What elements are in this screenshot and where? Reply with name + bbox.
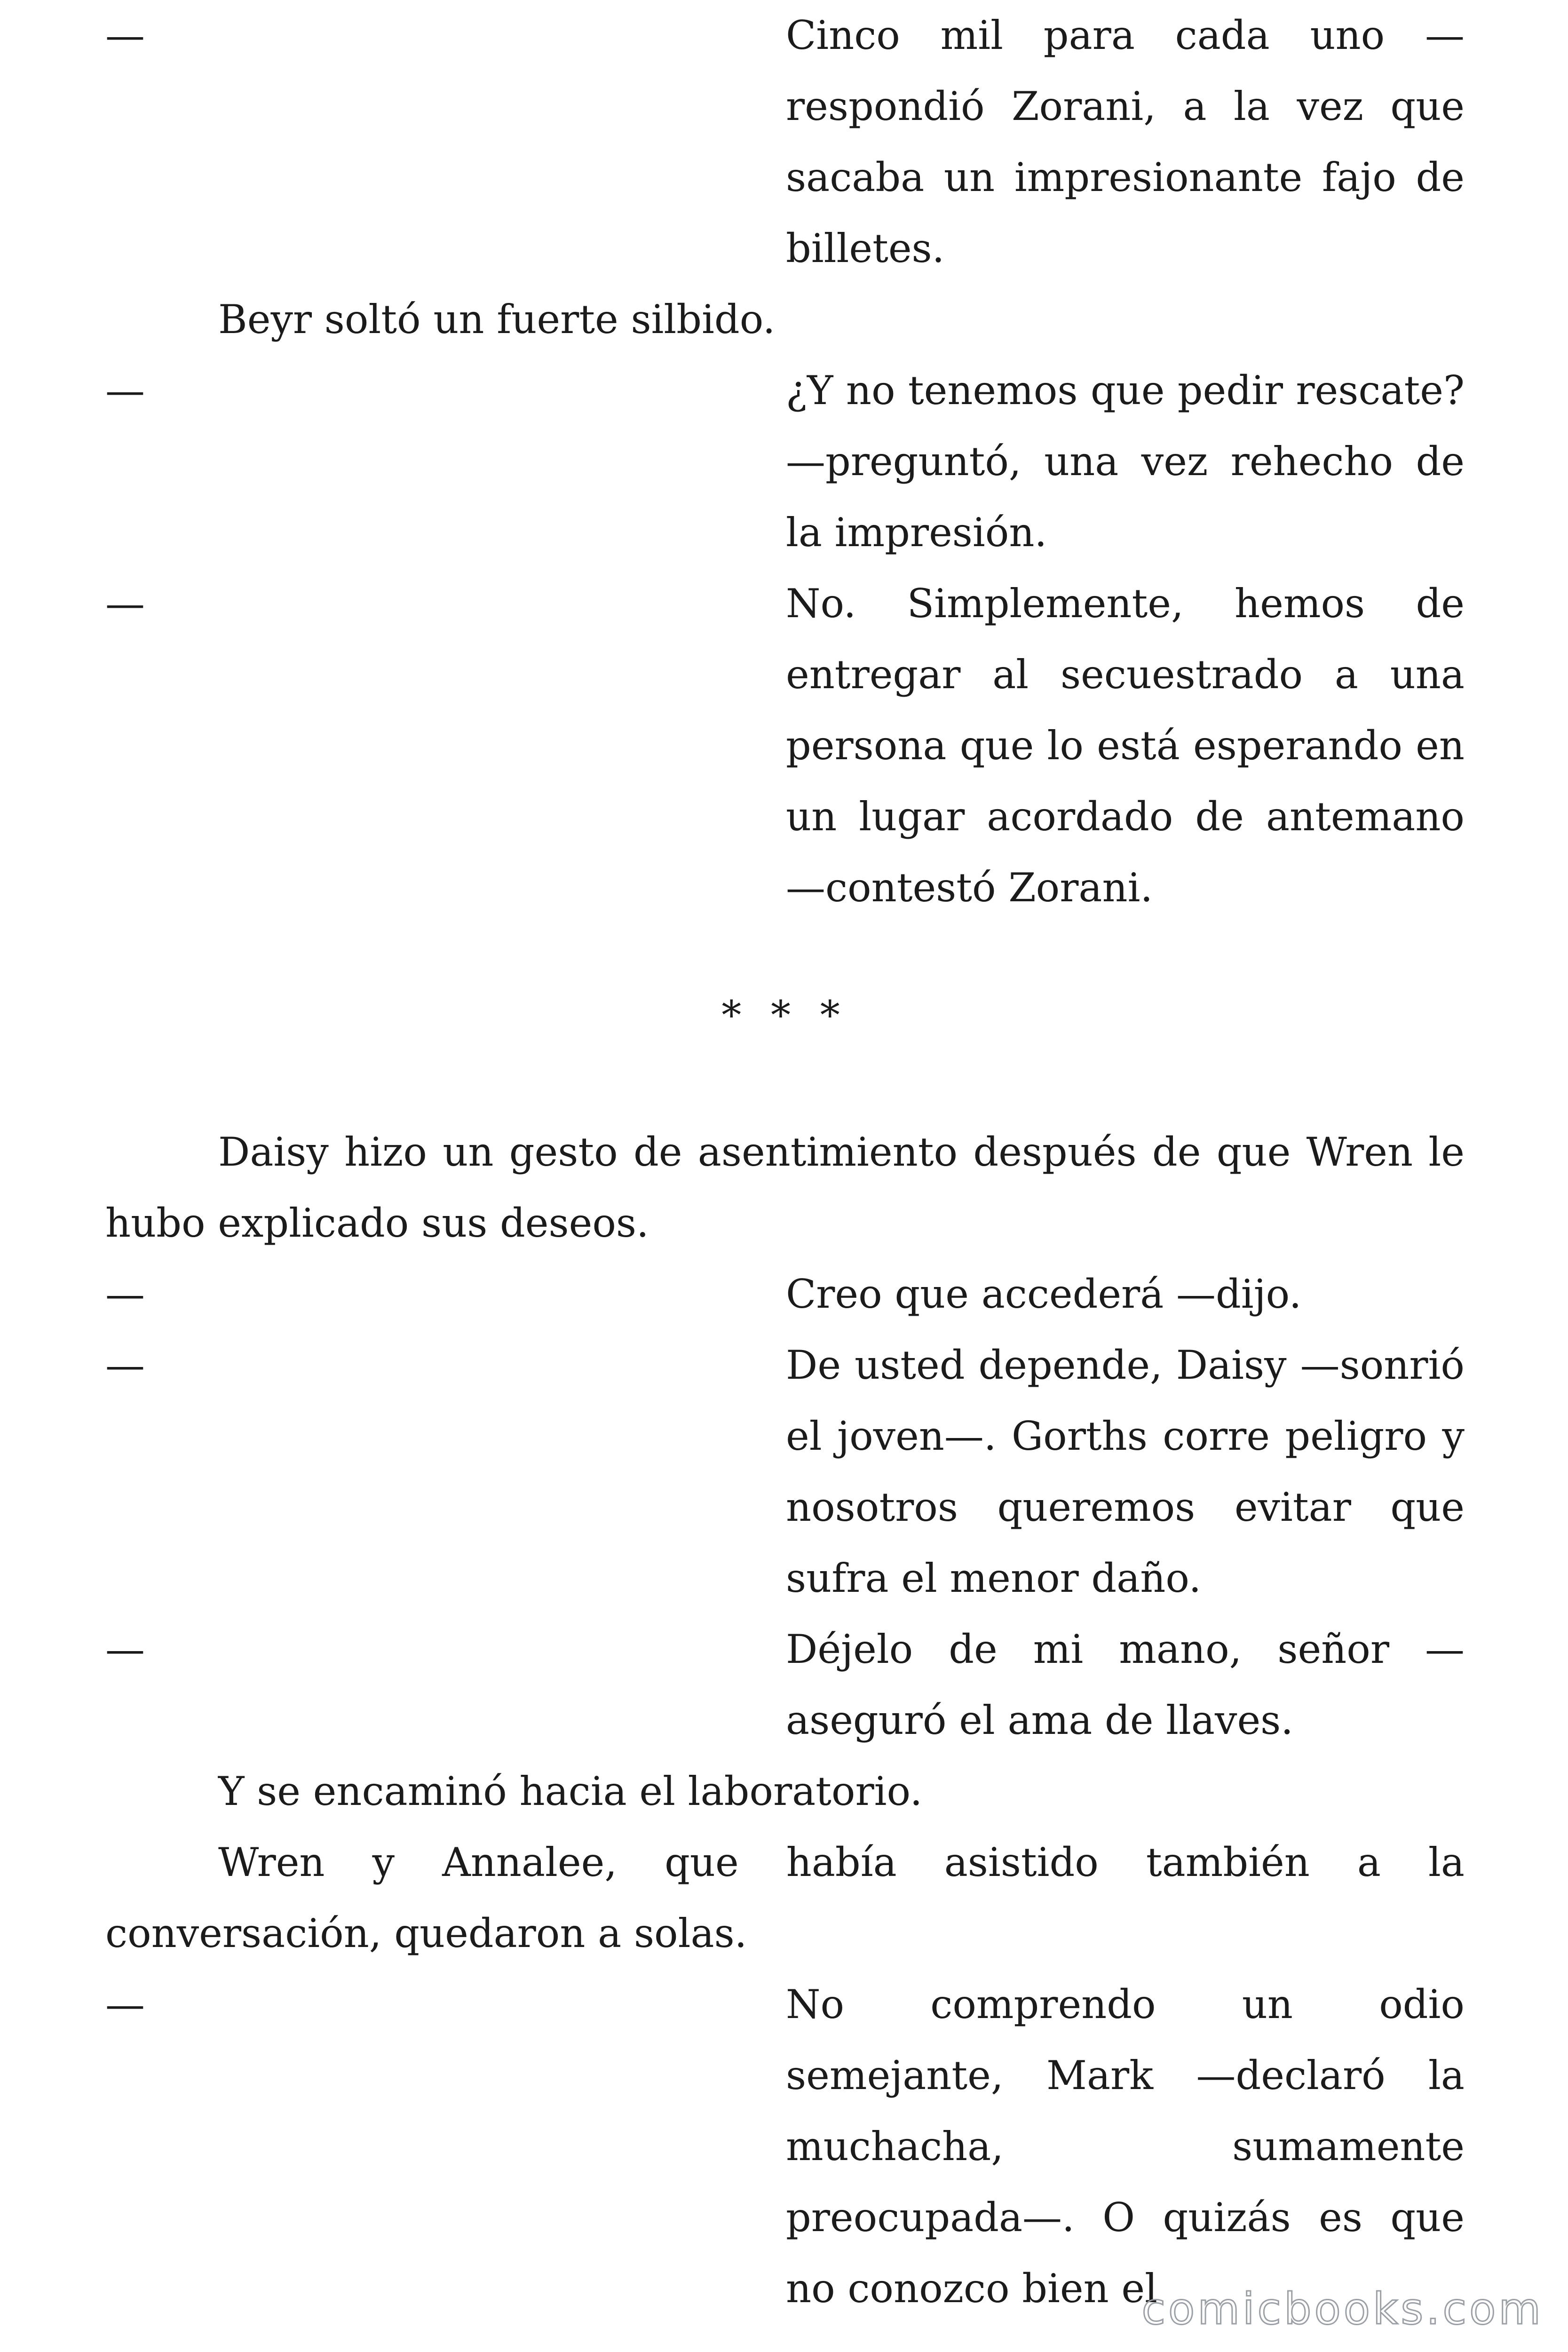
dialogue-line [105, 1330, 1465, 1614]
narration-paragraph: Beyr soltó un fuerte silbido. [218, 296, 776, 342]
dialogue-line [105, 0, 1465, 284]
dialogue-text: Creo que accederá —dijo. [786, 1271, 1302, 1317]
dialogue-dash: — [105, 1271, 145, 1317]
dialogue-text: Déjelo de mi mano, señor —aseguró el ama de llaves. [786, 1626, 1465, 1743]
dialogue-text: De usted depende, Daisy —sonrió el joven—. Gorths corre peligro y nosotros queremos evitar que sufra el menor daño. [786, 1342, 1465, 1601]
dialogue-line [105, 1614, 1465, 1756]
dialogue-line [105, 1259, 1465, 1330]
dialogue-dash: — [105, 580, 145, 627]
dialogue-dash: — [105, 12, 145, 58]
narration-paragraph: Wren y Annalee, que había asistido también a la conversación, quedaron a solas. [105, 1839, 1465, 1956]
dialogue-text: ¿Y no tenemos que pedir rescate? —preguntó, una vez rehecho de la impresión. [786, 367, 1465, 556]
narration-paragraph: Y se encaminó hacia el laboratorio. [218, 1768, 923, 1814]
dialogue-text: No. Simplemente, hemos de entregar al secuestrado a una persona que lo está esperando en un lugar acordado de antemano —contestó Zorani. [786, 580, 1465, 911]
dialogue-line [105, 355, 1465, 568]
dialogue-dash: — [105, 1981, 145, 2027]
dialogue-line [105, 568, 1465, 923]
narration-paragraph: Daisy hizo un gesto de asentimiento después de que Wren le hubo explicado sus deseos. [105, 1129, 1465, 1246]
dialogue-line [105, 1969, 1465, 2324]
book-page [105, 0, 1465, 2352]
dialogue-dash: — [105, 367, 145, 413]
scene-separator: * * * [721, 992, 848, 1038]
dialogue-text: No comprendo un odio semejante, Mark —declaró la muchacha, sumamente preocupada—. O quizás es que no conozco bien el [786, 1981, 1465, 2312]
dialogue-text: Cinco mil para cada uno —respondió Zorani, a la vez que sacaba un impresionante fajo de billetes. [786, 12, 1465, 271]
dialogue-dash: — [105, 1626, 145, 1672]
dialogue-dash: — [105, 1342, 145, 1388]
watermark-text: comicbooks.com [1141, 2284, 1544, 2334]
